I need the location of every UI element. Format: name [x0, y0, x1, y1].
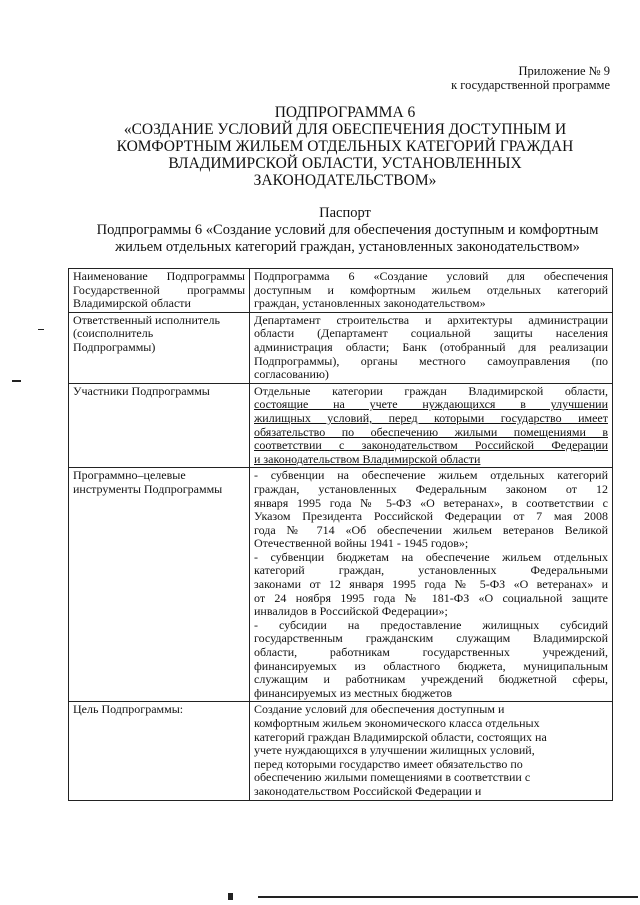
title-line-3: КОМФОРТНЫМ ЖИЛЬЕМ ОТДЕЛЬНЫХ КАТЕГОРИЙ ГРАЖДАН	[116, 138, 574, 155]
cell-line: Программно–целевые	[73, 469, 186, 483]
table-row-name	[69, 269, 613, 313]
cell-line: Подпрограмма 6 «Создание условий для обеспечения	[254, 270, 608, 283]
scan-mark	[12, 380, 21, 382]
cell-line: и законодательством Владимирской области	[254, 452, 481, 466]
cell-line: доступным и комфортным жильем отдельных категорий	[254, 283, 608, 297]
value-cell	[250, 312, 613, 383]
cell-line: состоящие на учете нуждающихся в улучшении	[254, 398, 608, 412]
cell-line: - субвенции бюджетам на обеспечение жильем отдельных	[254, 550, 608, 564]
cell-line: Цель Подпрограммы:	[73, 703, 184, 717]
cell-line: Подпрограммы), органы местного самоуправления (по	[254, 354, 608, 368]
passport-table	[68, 268, 613, 801]
cell-line: Отечественной войны 1941 - 1945 годов»;	[254, 537, 469, 551]
cell-line: администрация области; Банк (отобранный для реализации	[254, 340, 608, 354]
cell-line: Создание условий для обеспечения доступным и	[254, 703, 505, 717]
cell-line: Владимирской области	[73, 297, 191, 311]
cell-line: категорий граждан, установленных Федеральными	[254, 564, 608, 578]
cell-line: финансируемых из местных бюджетов	[254, 686, 452, 700]
cell-line: Государственной программы	[73, 283, 245, 297]
cell-line: области, работникам государственных учреждений,	[254, 646, 608, 660]
value-cell	[250, 702, 613, 800]
cell-line: служащим и работникам учреждений бюджетной сферы,	[254, 673, 608, 687]
cell-line: Отдельные категории граждан Владимирской области,	[254, 384, 608, 398]
label-cell	[69, 312, 250, 383]
cell-line: перед которыми государство имеет обязательство по	[254, 757, 523, 771]
title-line-4: ВЛАДИМИРСКОЙ ОБЛАСТИ, УСТАНОВЛЕННЫХ	[168, 155, 522, 172]
cell-line: жилищных условий, перед которыми государство имеет	[254, 411, 608, 425]
cell-line: согласованию)	[254, 368, 329, 382]
cell-line: государственным гражданским служащим Владимирской	[254, 632, 608, 646]
cell-line: инвалидов в Российской Федерации»;	[254, 605, 448, 619]
annex-note	[400, 64, 610, 92]
cell-line: законами от 12 января 1995 года № 5-ФЗ «О ветеранах» и	[254, 578, 608, 592]
value-cell	[250, 383, 613, 468]
cell-line: января 1995 года № 5-ФЗ «О ветеранах», в соответствии с	[254, 496, 608, 510]
annex-line-2: к государственной программе	[451, 78, 610, 92]
annex-line-1: Приложение № 9	[518, 64, 610, 78]
label-cell	[69, 269, 250, 313]
value-cell	[250, 269, 613, 313]
cell-line: финансируемых из областного бюджета, муниципальным	[254, 659, 608, 673]
cell-line: обязательство по обеспечению жилыми помещениями в	[254, 425, 608, 439]
value-cell	[250, 468, 613, 702]
cell-line: (соисполнитель	[73, 327, 154, 341]
label-cell	[69, 702, 250, 800]
table-row-executor	[69, 312, 613, 383]
cell-line: года № 714 «Об обеспечении жильем ветеранов Великой	[254, 523, 608, 537]
cell-line: - субсидии на предоставление жилищных субсидий	[254, 618, 608, 632]
cell-line: обеспечению жилыми помещениями в соответствии с	[254, 771, 531, 785]
cell-line: инструменты Подпрограммы	[73, 482, 223, 496]
cell-line: граждан, установленных Федеральным законом от 12	[254, 482, 608, 496]
cell-line: соответствии с законодательством Российской Федерации	[254, 439, 608, 453]
cell-line: учете нуждающихся в улучшении жилищных условий,	[254, 744, 535, 758]
passport-subtitle	[70, 222, 625, 256]
cell-line: Указом Президента Российской Федерации от 7 мая 2008	[254, 510, 608, 524]
cell-line: граждан, установленных законодательством»	[254, 297, 486, 311]
cell-line: Наименование Подпрограммы	[73, 270, 245, 283]
cell-line: Участники Подпрограммы	[73, 384, 210, 398]
bottom-rule	[258, 896, 638, 898]
subtitle-line-1: Подпрограммы 6 «Создание условий для обеспечения доступным и комфортным	[96, 222, 599, 238]
cell-line: Подпрограммы)	[73, 340, 156, 354]
cell-line: Ответственный исполнитель	[73, 313, 220, 327]
cell-line: Департамент строительства и архитектуры администрации	[254, 313, 608, 327]
title-line-5: ЗАКОНОДАТЕЛЬСТВОМ»	[253, 172, 437, 189]
cell-line: категорий граждан Владимирской области, состоящих на	[254, 730, 547, 744]
label-cell	[69, 468, 250, 702]
table-row-goal	[69, 702, 613, 800]
table-row-instruments	[69, 468, 613, 702]
cell-line: - субвенции на обеспечение жильем отдельных категорий	[254, 469, 608, 483]
title-line-2: «СОЗДАНИЕ УСЛОВИЙ ДЛЯ ОБЕСПЕЧЕНИЯ ДОСТУПНЫМ И	[123, 121, 567, 138]
label-cell	[69, 383, 250, 468]
scan-mark	[38, 329, 44, 330]
cell-line: от 24 ноября 1995 года № 181-ФЗ «О социальной защите	[254, 591, 608, 605]
scan-mark	[228, 893, 233, 900]
cell-line: законодательством Российской Федерации и	[254, 784, 482, 798]
title-line-1: ПОДПРОГРАММА 6	[274, 104, 416, 121]
subtitle-line-2: жильем отдельных категорий граждан, установленных законодательством»	[115, 239, 580, 255]
table-row-participants	[69, 383, 613, 468]
document-title	[95, 104, 595, 189]
cell-line: комфортным жильем экономического класса отдельных	[254, 717, 540, 730]
cell-line: области (Департамент социальной защиты населения	[254, 327, 608, 341]
passport-heading: Паспорт	[319, 205, 371, 221]
